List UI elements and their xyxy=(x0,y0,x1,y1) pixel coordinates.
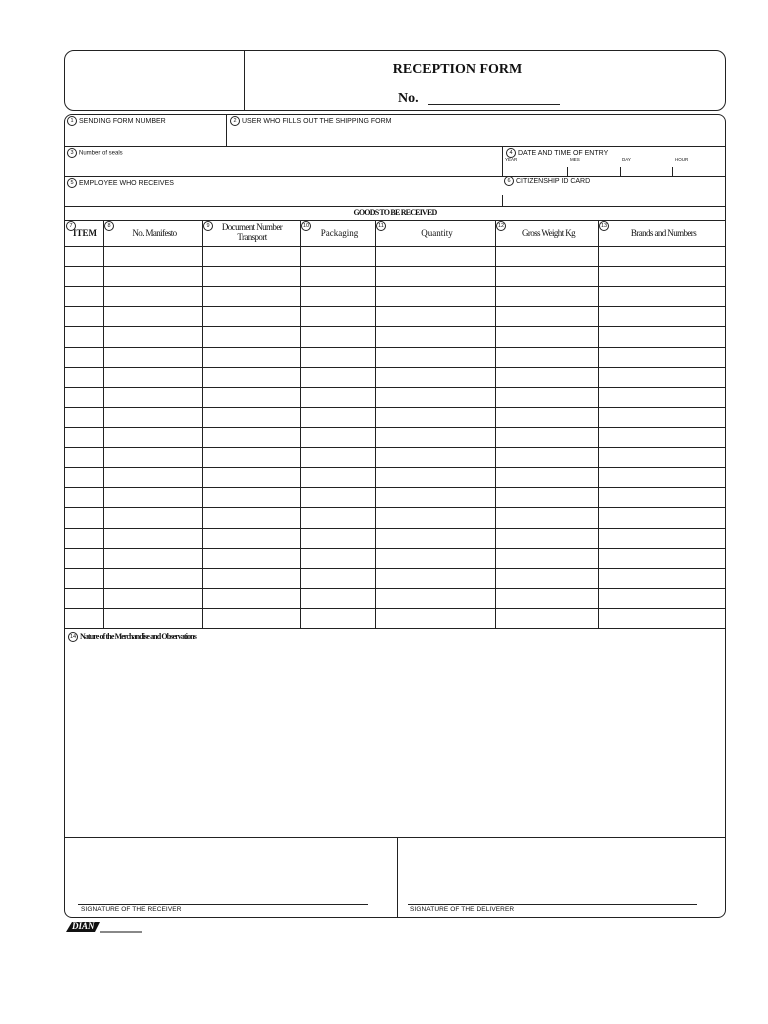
field-employee-receives[interactable] xyxy=(67,178,174,188)
field-label: Number of seals xyxy=(79,150,123,157)
date-tick xyxy=(672,167,673,176)
table-cell[interactable] xyxy=(104,549,201,567)
table-cell[interactable] xyxy=(203,428,299,446)
table-cell[interactable] xyxy=(496,368,597,386)
table-cell[interactable] xyxy=(599,348,724,366)
table-cell[interactable] xyxy=(376,267,494,285)
table-cell[interactable] xyxy=(496,388,597,406)
date-day-label: DAY xyxy=(622,157,631,162)
header-divider xyxy=(244,51,245,110)
table-cell[interactable] xyxy=(104,508,201,526)
table-cell[interactable] xyxy=(203,287,299,305)
table-cell[interactable] xyxy=(376,448,494,466)
divider xyxy=(502,195,503,206)
table-cell[interactable] xyxy=(496,508,597,526)
table-cell[interactable] xyxy=(376,428,494,446)
table-cell[interactable] xyxy=(301,368,374,386)
table-cell[interactable] xyxy=(376,549,494,567)
table-cell[interactable] xyxy=(599,529,724,547)
table-cell[interactable] xyxy=(203,609,299,627)
row-divider xyxy=(65,146,725,147)
field-number-of-seals[interactable] xyxy=(67,148,123,158)
column-header: ITEM xyxy=(72,228,97,238)
table-cell[interactable] xyxy=(203,529,299,547)
field-sending-form-number[interactable] xyxy=(67,116,166,126)
table-cell[interactable] xyxy=(376,408,494,426)
table-cell[interactable] xyxy=(203,368,299,386)
table-cell[interactable] xyxy=(203,468,299,486)
table-cell[interactable] xyxy=(376,468,494,486)
column-number: 8 xyxy=(104,221,114,231)
field-user-shipping-form[interactable] xyxy=(230,116,391,126)
table-cell[interactable] xyxy=(66,488,102,506)
table-cell[interactable] xyxy=(104,307,201,325)
table-cell[interactable] xyxy=(599,388,724,406)
form-number-line[interactable] xyxy=(428,104,560,105)
field-label: DATE AND TIME OF ENTRY xyxy=(518,149,609,157)
goods-section-title: GOODS TO BE RECEIVED xyxy=(353,208,437,217)
table-cell[interactable] xyxy=(599,549,724,567)
header-box xyxy=(64,50,726,111)
table-cell[interactable] xyxy=(104,287,201,305)
table-cell[interactable] xyxy=(496,448,597,466)
table-cell[interactable] xyxy=(66,428,102,446)
table-cell[interactable] xyxy=(66,609,102,627)
table-cell[interactable] xyxy=(376,529,494,547)
table-cell[interactable] xyxy=(203,247,299,265)
table-cell[interactable] xyxy=(599,428,724,446)
table-cell[interactable] xyxy=(66,508,102,526)
field-citizenship-id[interactable] xyxy=(504,176,590,186)
table-cell[interactable] xyxy=(376,569,494,587)
table-cell[interactable] xyxy=(203,589,299,607)
table-cell[interactable] xyxy=(203,488,299,506)
table-cell[interactable] xyxy=(301,307,374,325)
table-cell[interactable] xyxy=(599,307,724,325)
table-cell[interactable] xyxy=(203,307,299,325)
field-number-4: 4 xyxy=(506,148,516,158)
table-cell[interactable] xyxy=(496,549,597,567)
table-cell[interactable] xyxy=(599,368,724,386)
table-cell[interactable] xyxy=(301,348,374,366)
divider xyxy=(226,115,227,146)
form-number-label: No. xyxy=(398,91,419,106)
table-cell[interactable] xyxy=(104,529,201,547)
table-cell[interactable] xyxy=(376,589,494,607)
table-cell[interactable] xyxy=(66,327,102,345)
table-cell[interactable] xyxy=(301,428,374,446)
table-cell[interactable] xyxy=(301,388,374,406)
table-cell[interactable] xyxy=(599,569,724,587)
table-cell[interactable] xyxy=(376,287,494,305)
table-cell[interactable] xyxy=(496,569,597,587)
column-header: Brands and Numbers xyxy=(630,228,697,238)
column-number: 12 xyxy=(497,223,505,229)
table-cell[interactable] xyxy=(376,307,494,325)
table-cell[interactable] xyxy=(599,247,724,265)
row-divider xyxy=(65,176,725,177)
table-cell[interactable] xyxy=(104,348,201,366)
table-cell[interactable] xyxy=(66,468,102,486)
table-cell[interactable] xyxy=(496,468,597,486)
table-cell[interactable] xyxy=(599,448,724,466)
column-header: Quantity xyxy=(421,228,453,238)
date-hour-label: HOUR xyxy=(675,157,689,162)
table-cell[interactable] xyxy=(203,549,299,567)
table-cell[interactable] xyxy=(66,247,102,265)
table-cell[interactable] xyxy=(301,609,374,627)
table-cell[interactable] xyxy=(301,569,374,587)
receiver-signature-line[interactable] xyxy=(78,904,368,905)
table-cell[interactable] xyxy=(203,508,299,526)
table-cell[interactable] xyxy=(203,408,299,426)
table-cell[interactable] xyxy=(104,428,201,446)
field-number-1: 1 xyxy=(67,116,77,126)
column-header: Gross Weight Kg xyxy=(521,228,576,238)
table-cell[interactable] xyxy=(104,609,201,627)
table-cell[interactable] xyxy=(104,468,201,486)
table-cell[interactable] xyxy=(496,267,597,285)
table-cell[interactable] xyxy=(104,488,201,506)
dian-logo xyxy=(64,920,144,941)
receiver-signature-label: SIGNATURE OF THE RECEIVER xyxy=(81,906,182,913)
field-number-3: 3 xyxy=(67,148,77,158)
row-divider xyxy=(65,220,725,221)
date-tick xyxy=(620,167,621,176)
column-number: 11 xyxy=(376,221,386,231)
table-cell[interactable] xyxy=(66,569,102,587)
field-date-time-entry[interactable] xyxy=(506,148,608,158)
table-cell[interactable] xyxy=(496,287,597,305)
table-cell[interactable] xyxy=(104,569,201,587)
table-cell[interactable] xyxy=(376,368,494,386)
table-cell[interactable] xyxy=(66,529,102,547)
row-divider xyxy=(65,837,725,838)
table-cell[interactable] xyxy=(203,267,299,285)
field-label: CITIZENSHIP ID CARD xyxy=(516,177,591,185)
dian-logo-text: DIAN xyxy=(72,921,95,931)
table-cell[interactable] xyxy=(599,589,724,607)
deliverer-signature-label: SIGNATURE OF THE DELIVERER xyxy=(410,906,515,913)
table-cell[interactable] xyxy=(599,287,724,305)
table-cell[interactable] xyxy=(66,549,102,567)
table-cell[interactable] xyxy=(66,448,102,466)
column-number: 7 xyxy=(66,221,76,231)
table-cell[interactable] xyxy=(104,388,201,406)
table-cell[interactable] xyxy=(301,549,374,567)
table-cell[interactable] xyxy=(301,529,374,547)
column-header: No. Manifesto xyxy=(132,228,177,238)
column-header: Packaging xyxy=(320,228,359,238)
table-cell[interactable] xyxy=(496,348,597,366)
table-cell[interactable] xyxy=(301,267,374,285)
table-cell[interactable] xyxy=(66,589,102,607)
date-year-label: YEAR xyxy=(505,157,518,162)
field-number-14: 14 xyxy=(69,634,77,641)
table-cell[interactable] xyxy=(599,508,724,526)
table-cell[interactable] xyxy=(104,589,201,607)
table-cell[interactable] xyxy=(203,448,299,466)
table-cell[interactable] xyxy=(376,508,494,526)
field-observations[interactable] xyxy=(68,632,196,642)
date-tick xyxy=(567,167,568,176)
signature-divider xyxy=(397,837,398,917)
table-cell[interactable] xyxy=(66,388,102,406)
table-cell[interactable] xyxy=(496,589,597,607)
column-number: 9 xyxy=(203,221,213,231)
field-number-6: 6 xyxy=(504,176,514,186)
field-label: Nature of the Merchandise and Observations xyxy=(80,632,196,641)
table-cell[interactable] xyxy=(599,327,724,345)
table-cell[interactable] xyxy=(496,247,597,265)
table-cell[interactable] xyxy=(376,348,494,366)
table-row-line xyxy=(65,628,725,629)
table-cell[interactable] xyxy=(66,368,102,386)
column-header: Document Number Transport xyxy=(221,222,283,242)
table-cell[interactable] xyxy=(301,508,374,526)
table-cell[interactable] xyxy=(66,348,102,366)
table-cell[interactable] xyxy=(203,388,299,406)
field-number-2: 2 xyxy=(230,116,240,126)
divider xyxy=(502,146,503,177)
table-cell[interactable] xyxy=(66,287,102,305)
table-cell[interactable] xyxy=(376,609,494,627)
column-number: 10 xyxy=(302,223,310,229)
table-cell[interactable] xyxy=(376,488,494,506)
field-label: SENDING FORM NUMBER xyxy=(79,117,166,125)
table-cell[interactable] xyxy=(599,408,724,426)
table-cell[interactable] xyxy=(301,408,374,426)
table-cell[interactable] xyxy=(104,247,201,265)
table-cell[interactable] xyxy=(376,388,494,406)
table-cell[interactable] xyxy=(203,569,299,587)
table-cell[interactable] xyxy=(66,408,102,426)
table-cell[interactable] xyxy=(599,488,724,506)
table-cell[interactable] xyxy=(66,267,102,285)
table-cell[interactable] xyxy=(599,468,724,486)
row-divider xyxy=(65,206,725,207)
table-cell[interactable] xyxy=(496,428,597,446)
page-title: RECEPTION FORM xyxy=(392,62,523,77)
table-cell[interactable] xyxy=(496,307,597,325)
field-label: EMPLOYEE WHO RECEIVES xyxy=(79,179,174,187)
table-cell[interactable] xyxy=(496,488,597,506)
table-cell[interactable] xyxy=(599,609,724,627)
table-cell[interactable] xyxy=(376,247,494,265)
table-cell[interactable] xyxy=(301,327,374,345)
table-cell[interactable] xyxy=(301,247,374,265)
table-cell[interactable] xyxy=(104,448,201,466)
table-cell[interactable] xyxy=(376,327,494,345)
table-cell[interactable] xyxy=(104,408,201,426)
table-cell[interactable] xyxy=(203,348,299,366)
table-cell[interactable] xyxy=(203,327,299,345)
table-cell[interactable] xyxy=(496,408,597,426)
field-label: USER WHO FILLS OUT THE SHIPPING FORM xyxy=(242,117,392,125)
date-month-label: MES xyxy=(570,157,580,162)
table-cell[interactable] xyxy=(599,267,724,285)
field-number-5: 5 xyxy=(67,178,77,188)
table-cell[interactable] xyxy=(104,267,201,285)
table-cell[interactable] xyxy=(496,609,597,627)
table-cell[interactable] xyxy=(66,307,102,325)
column-number: 13 xyxy=(600,223,608,229)
table-cell[interactable] xyxy=(301,468,374,486)
table-cell[interactable] xyxy=(301,448,374,466)
table-cell[interactable] xyxy=(301,488,374,506)
table-cell[interactable] xyxy=(104,327,201,345)
table-cell[interactable] xyxy=(104,368,201,386)
table-cell[interactable] xyxy=(496,529,597,547)
table-cell[interactable] xyxy=(301,287,374,305)
table-cell[interactable] xyxy=(496,327,597,345)
deliverer-signature-line[interactable] xyxy=(408,904,697,905)
table-cell[interactable] xyxy=(301,589,374,607)
